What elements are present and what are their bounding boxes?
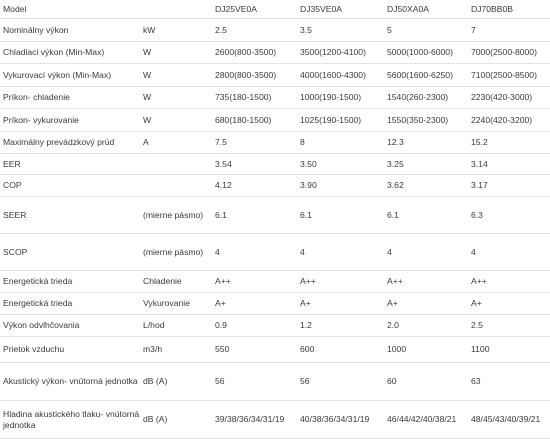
row-unit: (mierne pásmo)	[140, 197, 212, 234]
row-value: 3.90	[297, 175, 384, 197]
row-value: A+	[384, 293, 468, 315]
row-label: SCOP	[0, 234, 140, 271]
table-row	[0, 19, 550, 42]
row-value: 48/45/43/40/39/21	[468, 401, 550, 439]
row-value: 3.5	[297, 19, 384, 42]
row-value: A++	[297, 271, 384, 293]
header-model-1: DJ25VE0A	[212, 0, 297, 19]
row-value: 2800(800-3500)	[212, 64, 297, 87]
row-value: 46/44/42/40/38/21	[384, 401, 468, 439]
row-value: 4	[468, 234, 550, 271]
row-value: 7	[468, 19, 550, 42]
row-value: 1540(260-2300)	[384, 87, 468, 109]
row-value: 1550(350-2300)	[384, 109, 468, 132]
table-row	[0, 234, 550, 271]
row-unit: A	[140, 132, 212, 154]
row-value: 680(180-1500)	[212, 109, 297, 132]
row-unit	[140, 175, 212, 197]
row-unit: Vykurovanie	[140, 293, 212, 315]
row-value: 2.5	[468, 315, 550, 337]
row-unit: Chladenie	[140, 271, 212, 293]
row-value: 3.17	[468, 175, 550, 197]
table-row	[0, 175, 550, 197]
row-value: 4	[297, 234, 384, 271]
row-value: 1000(190-1500)	[297, 87, 384, 109]
row-value: 15.2	[468, 132, 550, 154]
row-label: Energetická trieda	[0, 271, 140, 293]
table-row	[0, 197, 550, 234]
header-label: Model	[0, 0, 140, 19]
table-row	[0, 315, 550, 337]
header-model-2: DJ35VE0A	[297, 0, 384, 19]
header-unit	[140, 0, 212, 19]
row-label: Výkon odvlhčovania	[0, 315, 140, 337]
row-unit: m3/h	[140, 337, 212, 363]
row-label: Príkon- chladenie	[0, 87, 140, 109]
row-label: Hladina akustického tlaku- vnútorná jednotka	[0, 401, 140, 439]
row-value: 39/38/36/34/31/19	[212, 401, 297, 439]
row-value: 6.1	[297, 197, 384, 234]
table-row	[0, 87, 550, 109]
table-row	[0, 401, 550, 439]
row-value: 40/38/36/34/31/19	[297, 401, 384, 439]
row-value: 6.3	[468, 197, 550, 234]
row-value: 56	[212, 363, 297, 401]
row-value: 3.62	[384, 175, 468, 197]
table-row	[0, 42, 550, 64]
row-value: 7100(2500-8500)	[468, 64, 550, 87]
row-label: Energetická trieda	[0, 293, 140, 315]
row-label: Chladiaci výkon (Min-Max)	[0, 42, 140, 64]
row-value: 12.3	[384, 132, 468, 154]
row-unit: W	[140, 87, 212, 109]
table-row	[0, 109, 550, 132]
row-value: 600	[297, 337, 384, 363]
row-unit: kW	[140, 19, 212, 42]
row-value: 550	[212, 337, 297, 363]
row-value: 7000(2500-8000)	[468, 42, 550, 64]
row-value: 3.54	[212, 154, 297, 175]
row-label: Vykurovací výkon (Min-Max)	[0, 64, 140, 87]
row-value: 8	[297, 132, 384, 154]
row-unit: L/hod	[140, 315, 212, 337]
row-value: 1100	[468, 337, 550, 363]
table-row	[0, 293, 550, 315]
row-unit	[140, 154, 212, 175]
row-value: A++	[468, 271, 550, 293]
row-value: 2.0	[384, 315, 468, 337]
row-value: 4	[384, 234, 468, 271]
row-value: 63	[468, 363, 550, 401]
row-unit: W	[140, 109, 212, 132]
row-value: 4	[212, 234, 297, 271]
row-unit: W	[140, 64, 212, 87]
table-row	[0, 154, 550, 175]
row-value: 4.12	[212, 175, 297, 197]
row-value: 1.2	[297, 315, 384, 337]
header-model-4: DJ70BB0B	[468, 0, 550, 19]
row-label: Nominálny výkon	[0, 19, 140, 42]
row-value: 3.50	[297, 154, 384, 175]
row-value: 3.25	[384, 154, 468, 175]
row-label: SEER	[0, 197, 140, 234]
table-row	[0, 64, 550, 87]
header-model-3: DJ50XA0A	[384, 0, 468, 19]
row-label: Príkon- vykurovanie	[0, 109, 140, 132]
row-unit: dB (A)	[140, 401, 212, 439]
row-value: 4000(1600-4300)	[297, 64, 384, 87]
row-label: Maximálny prevádzkový prúd	[0, 132, 140, 154]
row-value: 6.1	[212, 197, 297, 234]
row-label: Prietok vzduchu	[0, 337, 140, 363]
row-value: 56	[297, 363, 384, 401]
row-value: A+	[297, 293, 384, 315]
table-row	[0, 132, 550, 154]
row-value: 60	[384, 363, 468, 401]
row-value: 1025(190-1500)	[297, 109, 384, 132]
row-value: 6.1	[384, 197, 468, 234]
row-value: 735(180-1500)	[212, 87, 297, 109]
row-unit: W	[140, 42, 212, 64]
row-value: 5	[384, 19, 468, 42]
row-value: 1000	[384, 337, 468, 363]
table-row	[0, 337, 550, 363]
row-label: COP	[0, 175, 140, 197]
table-row	[0, 271, 550, 293]
row-value: 5000(1000-6000)	[384, 42, 468, 64]
table-row	[0, 363, 550, 401]
row-value: 3.14	[468, 154, 550, 175]
row-unit: (mierne pásmo)	[140, 234, 212, 271]
row-value: 0.9	[212, 315, 297, 337]
row-value: 2240(420-3200)	[468, 109, 550, 132]
row-value: A++	[384, 271, 468, 293]
row-value: A+	[212, 293, 297, 315]
row-value: 5600(1600-6250)	[384, 64, 468, 87]
row-unit: dB (A)	[140, 363, 212, 401]
row-label: Akustický výkon- vnútorná jednotka	[0, 363, 140, 401]
row-label: EER	[0, 154, 140, 175]
row-value: 2600(800-3500)	[212, 42, 297, 64]
row-value: 7.5	[212, 132, 297, 154]
row-value: A+	[468, 293, 550, 315]
row-value: 2.5	[212, 19, 297, 42]
row-value: 2230(420-3000)	[468, 87, 550, 109]
row-value: 3500(1200-4100)	[297, 42, 384, 64]
row-value: A++	[212, 271, 297, 293]
table-header-row	[0, 0, 550, 19]
